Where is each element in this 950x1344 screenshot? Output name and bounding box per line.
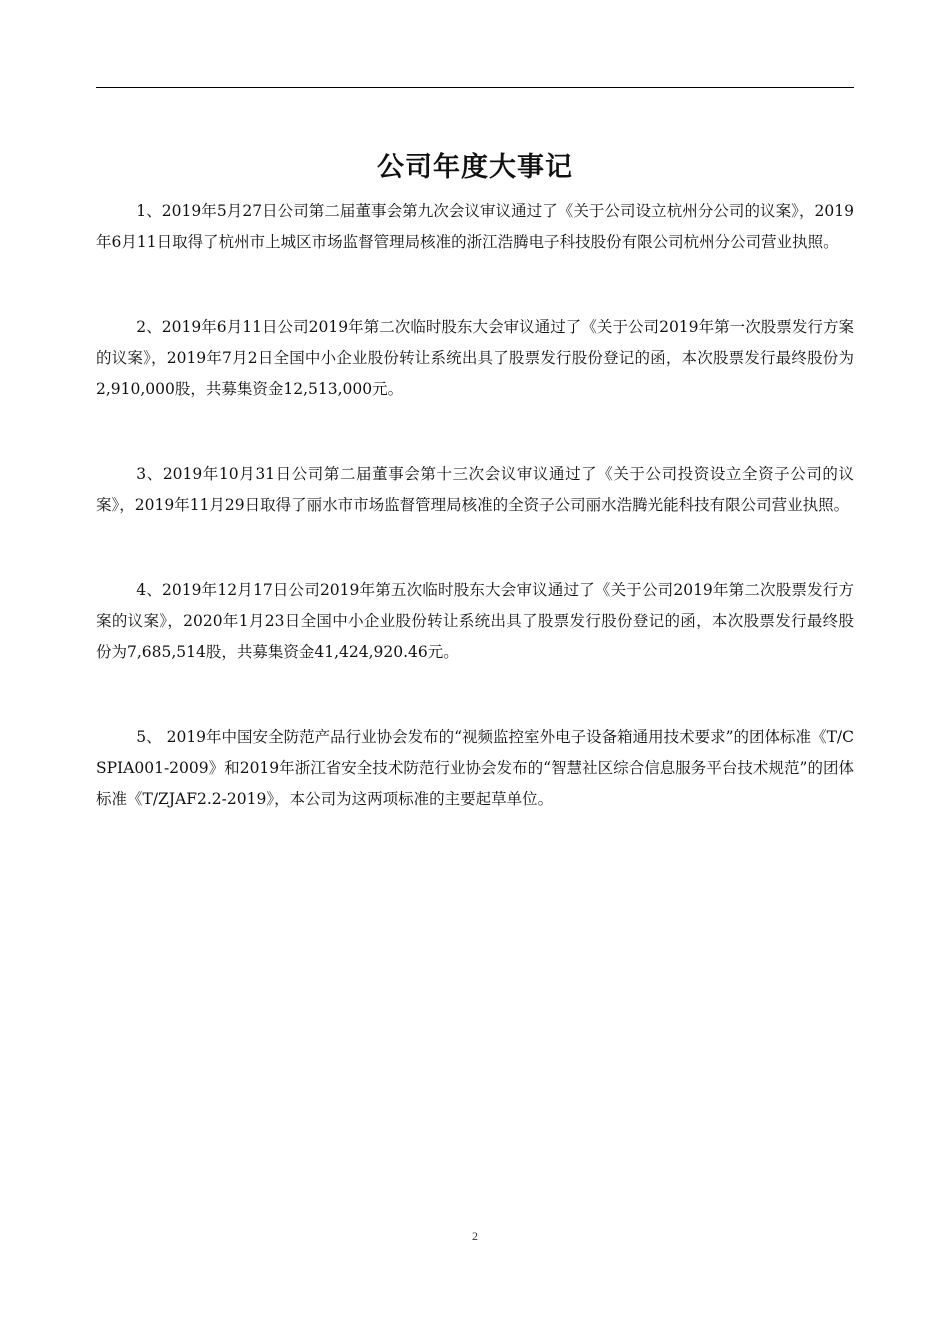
header-rule xyxy=(96,87,854,88)
event-item-5: 5、 2019年中国安全防范产品行业协会发布的“视频监控室外电子设备箱通用技术要求”的团体标准《T/CSPIA001-2009》和2019年浙江省安全技术防范行业协会发布的“智慧社区综合信息服务平台技术规范”的团体标准《T/ZJAF2.2-2019》，本公司为这两项标准的主要起草单位。 xyxy=(96,728,854,808)
event-item-2: 2、2019年6月11日公司2019年第二次临时股东大会审议通过了《关于公司2019年第一次股票发行方案的议案》，2019年7月2日全国中小企业股份转让系统出具了股票发行股份登记的函，本次股票发行最终股份为2,910,000股，共募集资金12,513,000元。 xyxy=(96,318,854,398)
event-item-3: 3、2019年10月31日公司第二届董事会第十三次会议审议通过了《关于公司投资设立全资子公司的议案》，2019年11月29日取得了丽水市市场监督管理局核准的全资子公司丽水浩腾光能科技有限公司营业执照。 xyxy=(96,465,854,514)
page-number: 2 xyxy=(472,1229,478,1243)
event-list xyxy=(96,196,854,869)
event-item-4: 4、2019年12月17日公司2019年第五次临时股东大会审议通过了《关于公司2019年第二次股票发行方案的议案》，2020年1月23日全国中小企业股份转让系统出具了股票发行股份登记的函，本次股票发行最终股份为7,685,514股，共募集资金41,424,920.46元。 xyxy=(96,581,854,661)
page-title: 公司年度大事记 xyxy=(377,152,573,184)
event-item-1: 1、2019年5月27日公司第二届董事会第九次会议审议通过了《关于公司设立杭州分公司的议案》，2019年6月11日取得了杭州市上城区市场监督管理局核准的浙江浩腾电子科技股份有限公司杭州分公司营业执照。 xyxy=(96,202,854,251)
